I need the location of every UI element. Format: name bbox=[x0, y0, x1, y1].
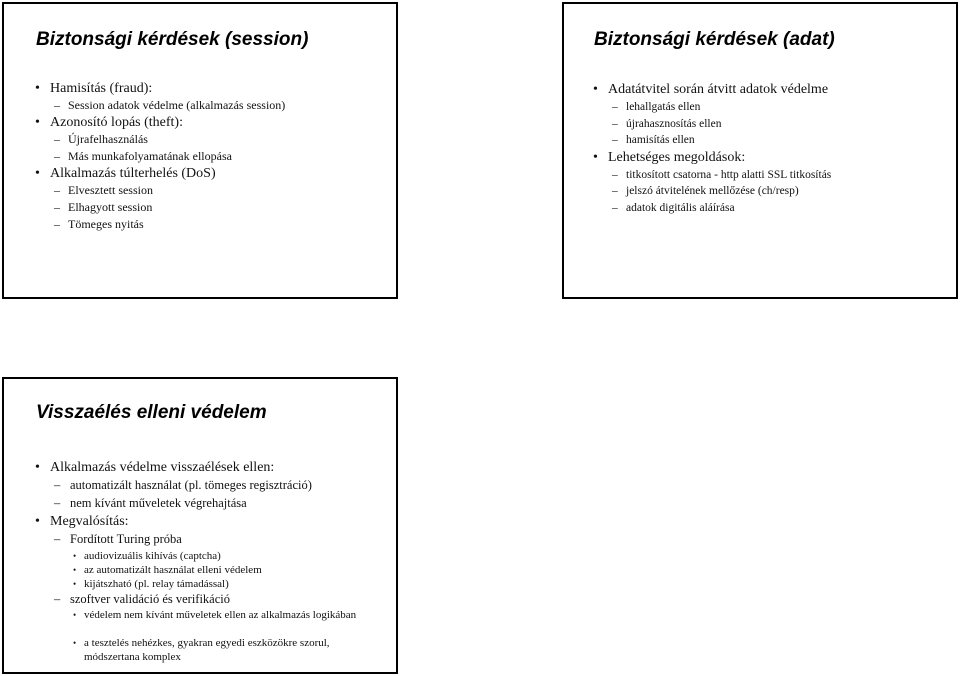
bullet-dot-icon: • bbox=[73, 550, 77, 561]
sub-sub-bullet-item: • az automatizált használat elleni védelem bbox=[73, 563, 262, 576]
dash-marker-icon: – bbox=[54, 532, 61, 546]
bullet-dot-icon: • bbox=[35, 514, 40, 529]
slide-abuse-protection bbox=[2, 377, 398, 674]
dash-marker-icon: – bbox=[54, 183, 60, 197]
dash-marker-icon: – bbox=[612, 201, 618, 214]
dash-marker-icon: – bbox=[612, 134, 618, 146]
dash-marker-icon: – bbox=[612, 117, 618, 130]
bullet-item: • Hamisítás (fraud): bbox=[35, 81, 153, 96]
sub-bullet-item: – hamisítás ellen bbox=[564, 132, 956, 149]
bullet-dot-icon: • bbox=[35, 81, 40, 96]
dash-marker-icon: – bbox=[54, 217, 60, 231]
dash-marker-icon: – bbox=[612, 101, 618, 113]
dash-marker-icon: – bbox=[54, 149, 60, 163]
bullet-dot-icon: • bbox=[593, 149, 598, 165]
sub-bullet-item: – Elhagyott session bbox=[54, 200, 153, 214]
bullet-dot-icon: • bbox=[73, 610, 77, 620]
slide-bullet-list bbox=[4, 458, 396, 664]
bullet-dot-icon: • bbox=[35, 115, 40, 130]
bullet-item: • Alkalmazás túlterhelés (DoS) bbox=[35, 166, 216, 181]
sub-bullet-item: – Fordított Turing próba bbox=[4, 531, 396, 549]
bullet-dot-icon: • bbox=[593, 82, 598, 97]
bullet-dot-icon: • bbox=[73, 564, 77, 575]
dash-marker-icon: – bbox=[54, 200, 60, 214]
sub-bullet-item: – nem kívánt műveletek végrehajtása bbox=[4, 495, 396, 513]
dash-marker-icon: – bbox=[612, 168, 618, 181]
dash-marker-icon: – bbox=[612, 185, 618, 197]
sub-bullet-item: – lehallgatás ellen bbox=[564, 99, 956, 116]
sub-bullet-item: – jelszó átvitelének mellőzése (ch/resp) bbox=[564, 183, 956, 200]
slide-data-security bbox=[562, 2, 958, 299]
bullet-dot-icon: • bbox=[35, 166, 40, 181]
sub-sub-bullet-item: • védelem nem kívánt műveletek ellen az alkalmazás logikában bbox=[73, 609, 357, 621]
slide-title: Biztonsági kérdések (session) bbox=[36, 29, 309, 50]
sub-bullet-item: – újrahasznosítás ellen bbox=[564, 116, 956, 133]
bullet-item: • Megvalósítás: bbox=[35, 514, 129, 529]
bullet-item: • Alkalmazás védelme visszaélések ellen: bbox=[35, 460, 275, 475]
sub-sub-bullet-item: • a tesztelés nehézkes, gyakran egyedi eszközökre szorul, módszertana komplex bbox=[73, 637, 330, 663]
dash-marker-icon: – bbox=[54, 591, 61, 606]
sub-bullet-item: – adatok digitális aláírása bbox=[564, 200, 956, 217]
dash-marker-icon: – bbox=[54, 478, 61, 492]
slide-bullet-list bbox=[564, 81, 956, 216]
bullet-dot-icon: • bbox=[35, 460, 40, 475]
sub-bullet-item: – Elvesztett session bbox=[54, 183, 153, 197]
bullet-dot-icon: • bbox=[73, 578, 77, 589]
bullet-item: • Azonosító lopás (theft): bbox=[35, 115, 183, 130]
sub-bullet-item: – automatizált használat (pl. tömeges regisztráció) bbox=[4, 477, 396, 495]
sub-bullet-item: – Session adatok védelme (alkalmazás session) bbox=[54, 98, 286, 112]
sub-sub-bullet-item: • kijátszható (pl. relay támadással) bbox=[73, 577, 229, 590]
slide-title: Biztonsági kérdések (adat) bbox=[594, 29, 835, 50]
sub-bullet-item: – Más munkafolyamatának ellopása bbox=[54, 149, 232, 163]
sub-bullet-item: – szoftver validáció és verifikáció bbox=[4, 591, 396, 609]
sub-sub-bullet-item: • audiovizuális kihívás (captcha) bbox=[73, 549, 221, 562]
bullet-item: • Adatátvitel során átvitt adatok védelme bbox=[593, 82, 829, 97]
dash-marker-icon: – bbox=[54, 132, 60, 146]
sub-bullet-item: – Újrafelhasználás bbox=[54, 132, 148, 146]
sub-bullet-item: – titkosított csatorna - http alatti SSL titkosítás bbox=[564, 167, 956, 184]
slide-bullet-list bbox=[4, 80, 396, 233]
bullet-dot-icon: • bbox=[73, 638, 77, 648]
dash-marker-icon: – bbox=[54, 98, 60, 112]
slide-session-security bbox=[2, 2, 398, 299]
dash-marker-icon: – bbox=[54, 495, 61, 510]
sub-bullet-item: – Tömeges nyitás bbox=[54, 217, 144, 231]
slide-title: Visszaélés elleni védelem bbox=[36, 402, 267, 423]
bullet-item: • Lehetséges megoldások: bbox=[593, 149, 746, 165]
